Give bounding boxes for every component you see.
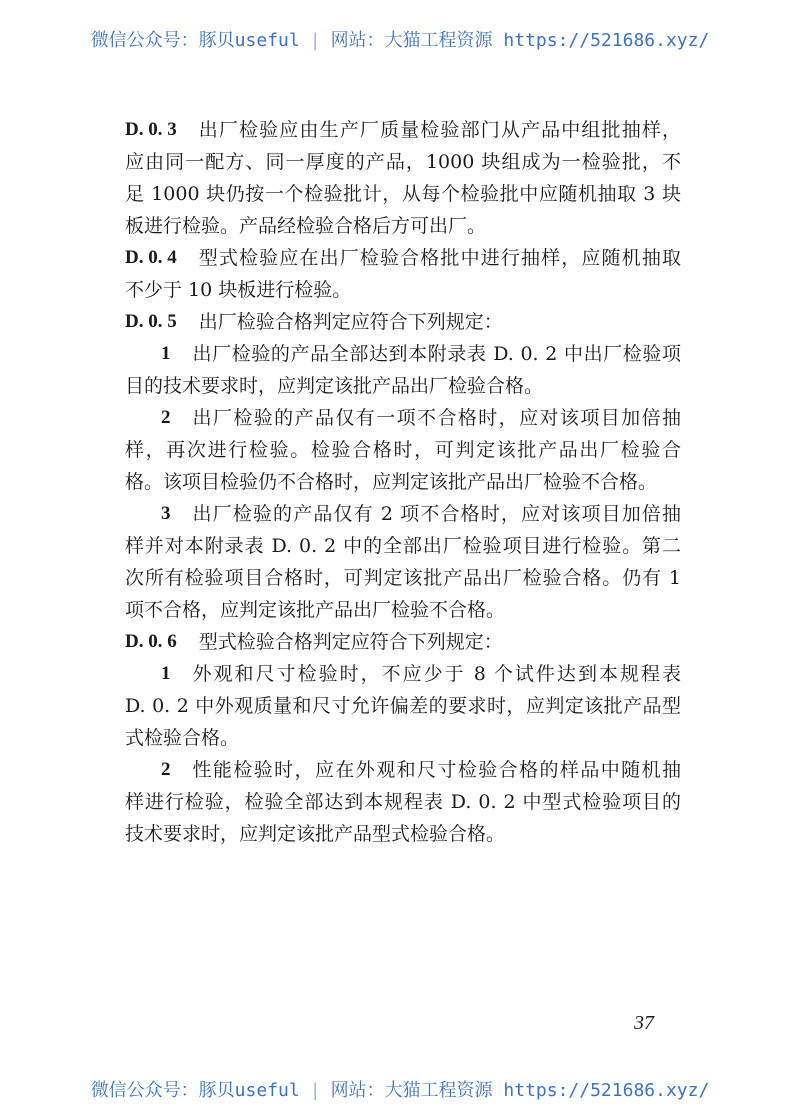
text-line bbox=[125, 306, 681, 338]
clause-number: 2 bbox=[161, 407, 171, 428]
clause-paragraph bbox=[125, 242, 681, 306]
line-text: 样，再次进行检验。检验合格时，可判定该批产品出厂检验合 bbox=[125, 439, 681, 461]
text-line bbox=[125, 210, 681, 242]
watermark-footer bbox=[0, 1076, 800, 1102]
text-line bbox=[125, 658, 681, 690]
text-line bbox=[125, 562, 681, 594]
clause-number: D. 0. 4 bbox=[125, 247, 177, 268]
watermark-wechat: 微信公众号：豚贝useful bbox=[90, 30, 300, 51]
text-line bbox=[125, 818, 681, 850]
text-line bbox=[125, 178, 681, 210]
clause-paragraph bbox=[125, 338, 681, 402]
watermark-header bbox=[0, 26, 800, 52]
line-text: 型式检验应在出厂检验合格批中进行抽样，应随机抽取 bbox=[198, 247, 681, 269]
clause-paragraph bbox=[125, 402, 681, 498]
text-line bbox=[125, 274, 681, 306]
watermark-wechat: 微信公众号：豚贝useful bbox=[90, 1080, 300, 1101]
line-text: 项不合格，应判定该批产品出厂检验不合格。 bbox=[125, 599, 506, 621]
line-text: 出厂检验应由生产厂质量检验部门从产品中组批抽样， bbox=[198, 119, 681, 141]
clause-paragraph bbox=[125, 306, 681, 338]
clause-number: D. 0. 6 bbox=[125, 631, 177, 652]
text-line bbox=[125, 146, 681, 178]
line-text: 板进行检验。产品经检验合格后方可出厂。 bbox=[125, 215, 487, 237]
clause-number: 3 bbox=[161, 503, 171, 524]
line-text: 次所有检验项目合格时，可判定该批产品出厂检验合格。仍有 1 bbox=[125, 567, 681, 589]
clause-number: D. 0. 5 bbox=[125, 311, 177, 332]
line-text: 足 1000 块仍按一个检验批计，从每个检验批中应随机抽取 3 块 bbox=[125, 183, 681, 205]
line-text: 外观和尺寸检验时，不应少于 8 个试件达到本规程表 bbox=[192, 663, 681, 685]
line-text: 出厂检验的产品仅有 2 项不合格时，应对该项目加倍抽 bbox=[192, 503, 681, 525]
text-line bbox=[125, 498, 681, 530]
watermark-website: 网站：大猫工程资源 https://521686.xyz/ bbox=[330, 30, 710, 51]
text-line bbox=[125, 242, 681, 274]
line-text: 出厂检验的产品全部达到本附录表 D. 0. 2 中出厂检验项 bbox=[192, 343, 681, 365]
line-text: D. 0. 2 中外观质量和尺寸允许偏差的要求时，应判定该批产品型 bbox=[125, 695, 681, 717]
line-text: 样进行检验，检验全部达到本规程表 D. 0. 2 中型式检验项目的 bbox=[125, 791, 681, 813]
line-text: 样并对本附录表 D. 0. 2 中的全部出厂检验项目进行检验。第二 bbox=[125, 535, 681, 557]
text-line bbox=[125, 370, 681, 402]
line-text: 式检验合格。 bbox=[125, 727, 240, 749]
line-text: 应由同一配方、同一厚度的产品，1000 块组成为一检验批，不 bbox=[125, 151, 681, 173]
clause-paragraph bbox=[125, 658, 681, 754]
clause-number: D. 0. 3 bbox=[125, 119, 177, 140]
line-text: 性能检验时，应在外观和尺寸检验合格的样品中随机抽 bbox=[192, 759, 681, 781]
line-text: 技术要求时，应判定该批产品型式检验合格。 bbox=[125, 823, 506, 845]
line-text: 不少于 10 块板进行检验。 bbox=[125, 279, 352, 301]
text-line bbox=[125, 338, 681, 370]
text-line bbox=[125, 434, 681, 466]
clause-number: 1 bbox=[161, 663, 171, 684]
clause-number: 1 bbox=[161, 343, 171, 364]
line-text: 格。该项目检验仍不合格时，应判定该批产品出厂检验不合格。 bbox=[125, 471, 658, 493]
text-line bbox=[125, 466, 681, 498]
line-text: 出厂检验的产品仅有一项不合格时，应对该项目加倍抽 bbox=[192, 407, 681, 429]
page-number: 37 bbox=[634, 1012, 654, 1034]
watermark-website: 网站：大猫工程资源 https://521686.xyz/ bbox=[330, 1080, 710, 1101]
watermark-divider: | bbox=[309, 30, 321, 51]
text-line bbox=[125, 626, 681, 658]
clause-paragraph bbox=[125, 754, 681, 850]
line-text: 目的技术要求时，应判定该批产品出厂检验合格。 bbox=[125, 375, 544, 397]
text-line bbox=[125, 594, 681, 626]
document-body bbox=[125, 114, 681, 850]
clause-paragraph bbox=[125, 114, 681, 242]
text-line bbox=[125, 530, 681, 562]
line-text: 出厂检验合格判定应符合下列规定： bbox=[198, 311, 503, 333]
watermark-divider: | bbox=[309, 1080, 321, 1101]
text-line bbox=[125, 722, 681, 754]
text-line bbox=[125, 690, 681, 722]
clause-number: 2 bbox=[161, 759, 171, 780]
text-line bbox=[125, 786, 681, 818]
text-line bbox=[125, 754, 681, 786]
clause-paragraph bbox=[125, 626, 681, 658]
text-line bbox=[125, 402, 681, 434]
clause-paragraph bbox=[125, 498, 681, 626]
text-line bbox=[125, 114, 681, 146]
line-text: 型式检验合格判定应符合下列规定： bbox=[198, 631, 503, 653]
